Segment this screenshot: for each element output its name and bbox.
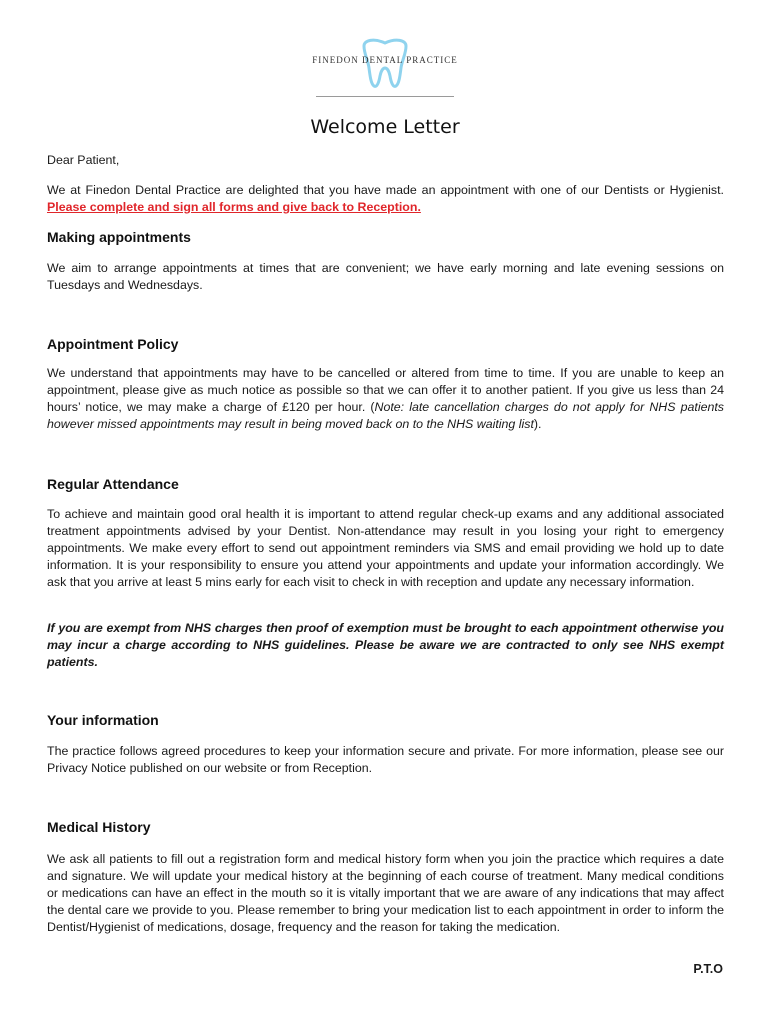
making-appointments-body: We aim to arrange appointments at times that are convenient; we have early morning and late evening sessions on Tuesdays and Wednesdays. bbox=[47, 261, 724, 292]
pto-label: P.T.O bbox=[693, 962, 723, 976]
practice-logo bbox=[300, 38, 470, 100]
heading-regular-attendance: Regular Attendance bbox=[47, 476, 179, 492]
heading-your-information: Your information bbox=[47, 712, 159, 728]
practice-name: FINEDON DENTAL PRACTICE bbox=[312, 55, 458, 65]
your-information-body: The practice follows agreed procedures to keep your information secure and private. For more information, please see our Privacy Notice published on our website or from Reception. bbox=[47, 744, 724, 775]
heading-making-appointments: Making appointments bbox=[47, 229, 191, 245]
intro-paragraph bbox=[47, 182, 724, 216]
page-title: Welcome Letter bbox=[310, 116, 460, 138]
intro-text: We at Finedon Dental Practice are delighted that you have made an appointment with one of our Dentists or Hygienist. bbox=[47, 183, 724, 197]
forms-instruction: Please complete and sign all forms and give back to Reception. bbox=[47, 200, 421, 214]
nhs-exemption-warning: If you are exempt from NHS charges then proof of exemption must be brought to each appointment otherwise you may incur a charge according to NHS guidelines. Please be aware we are contracted to only see NHS exempt patients. bbox=[47, 621, 724, 669]
policy-note: Note: late cancellation charges do not apply for NHS patients however missed appointments may result in being moved back on to the NHS waiting list bbox=[47, 400, 724, 431]
medical-history-body: We ask all patients to fill out a registration form and medical history form when you join the practice which requires a date and signature. We will update your medical history at the beginning of each course of treatment. Many medical conditions or medications can have an effect in the mouth so it is vitally important that we are aware of any indications that may affect the dental care we provide to you. Please remember to bring your medication list to each appointment in order to inform the Dentist/Hygienist of medications, dosage, frequency and the reason for taking the medication. bbox=[47, 852, 724, 934]
heading-medical-history: Medical History bbox=[47, 819, 151, 835]
appointment-policy-body bbox=[47, 365, 724, 433]
regular-attendance-body: To achieve and maintain good oral health it is important to attend regular check-up exams and any additional associated treatment appointments advised by your Dentist. Non-attendance may result in you losing your right to emergency appointments. We make every effort to send out appointment reminders via SMS and email providing we hold up to date information. It is your responsibility to ensure you attend your appointments and update your information accordingly. We ask that you arrive at least 5 mins early for each visit to check in with reception and update any necessary information. bbox=[47, 507, 724, 589]
policy-text: We understand that appointments may have to be cancelled or altered from time to time. If you are unable to keep an appointment, please give as much notice as possible so that we can offer it to another patient. If you give us less than 24 hours’ notice, we may make a charge of £120 per hour. ( bbox=[47, 366, 724, 414]
heading-appointment-policy: Appointment Policy bbox=[47, 336, 179, 352]
logo-divider bbox=[316, 96, 454, 97]
policy-end: ). bbox=[533, 417, 542, 431]
greeting: Dear Patient, bbox=[47, 153, 120, 167]
